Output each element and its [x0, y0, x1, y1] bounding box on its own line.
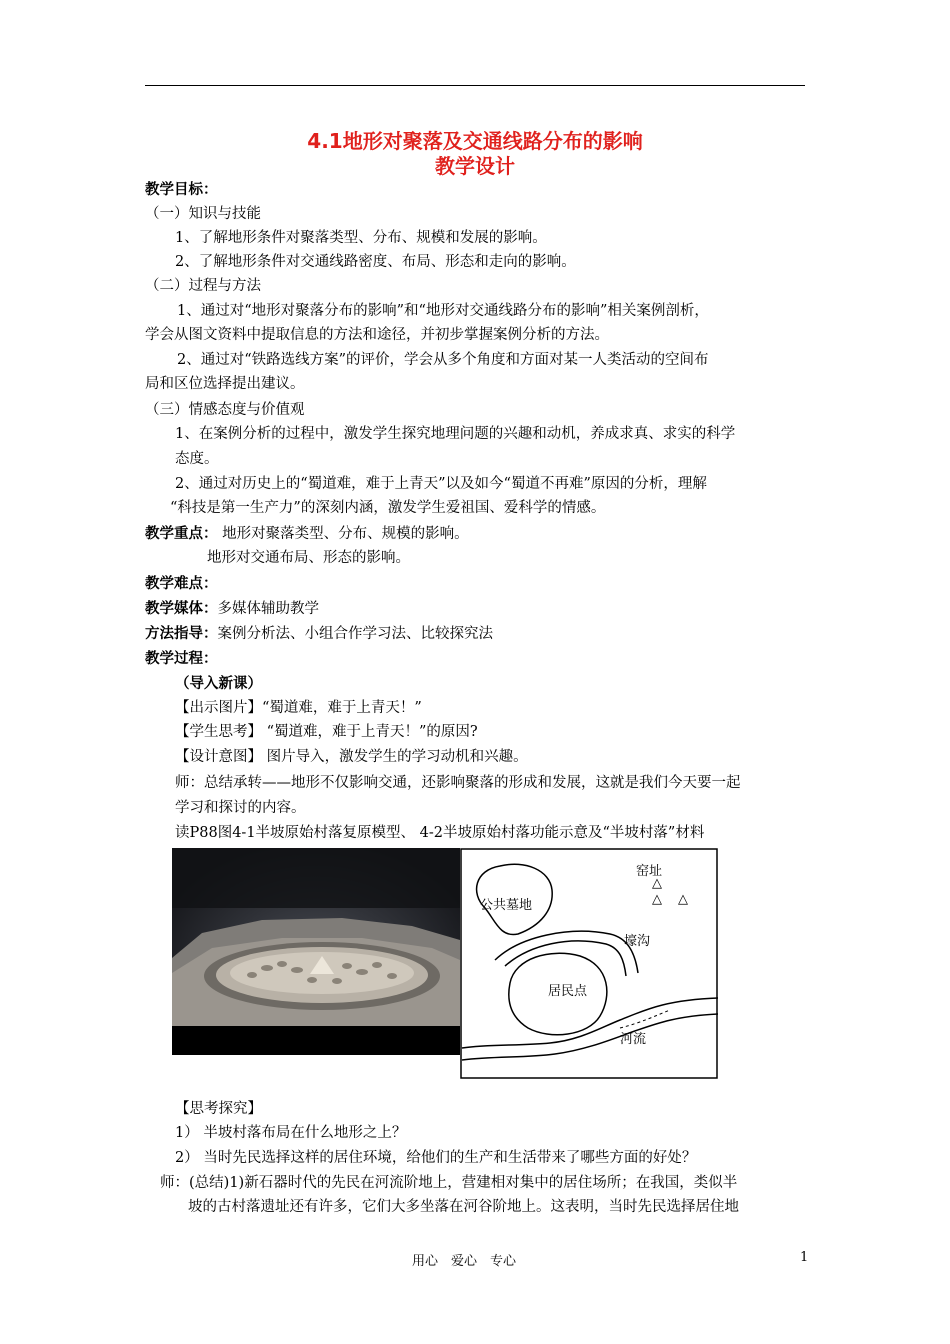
show-picture: 【出示图片】“蜀道难，难于上青天！”: [175, 700, 422, 716]
media-text: 多媒体辅助教学: [217, 601, 319, 617]
kiln-label: 窑址: [636, 864, 663, 879]
kiln-triangle-icon: △: [652, 892, 662, 907]
reading-instruction: 读P88图4-1半坡原始村落复原模型、 4-2半坡原始村落功能示意及“半坡村落”材料: [175, 825, 705, 841]
emotion-item-1-line2: 态度。: [175, 451, 219, 467]
teacher-summary-line1: 师：总结承转——地形不仅影响交通，还影响聚落的形成和发展，这就是我们今天要一起: [175, 775, 741, 791]
design-intent: 【设计意图】 图片导入，激发学生的学习动机和兴趣。: [175, 749, 528, 765]
process-item-1-line2: 学会从图文资料中提取信息的方法和途径，并初步掌握案例分析的方法。: [145, 327, 609, 343]
media: [145, 600, 319, 618]
method-label: 方法指导：: [145, 626, 218, 642]
process-item-2-line2: 局和区位选择提出建议。: [145, 376, 305, 392]
media-label: 教学媒体：: [145, 601, 218, 617]
knowledge-item-2: 2、了解地形条件对交通线路密度、布局、形态和走向的影响。: [175, 254, 576, 270]
key-points-text-2: 地形对交通布局、形态的影响。: [207, 550, 410, 566]
document-title: 4.1地形对聚落及交通线路分布的影响: [307, 129, 643, 153]
banpo-function-diagram: [460, 848, 718, 1079]
intro-heading: （导入新课）: [175, 676, 262, 692]
section-emotion: （三）情感态度与价值观: [145, 402, 305, 418]
key-points-label: 教学重点：: [145, 526, 218, 542]
kiln-triangle-icon: △: [678, 892, 688, 907]
knowledge-item-1: 1、了解地形条件对聚落类型、分布、规模和发展的影响。: [175, 230, 547, 246]
footer-motto: 用心 爱心 专心: [412, 1254, 517, 1269]
cemetery-label: 公共墓地: [480, 898, 533, 913]
emotion-item-2-line2: “科技是第一生产力”的深刻内涵，激发学生爱祖国、爱科学的情感。: [170, 500, 606, 516]
document-subtitle: 教学设计: [435, 154, 515, 178]
question-1: 1） 半坡村落布局在什么地形之上？: [175, 1125, 407, 1141]
teacher-summary-line2: 学习和探讨的内容。: [175, 800, 306, 816]
river-label: 河流: [620, 1032, 647, 1047]
method: [145, 625, 493, 643]
settlement-label: 居民点: [548, 984, 588, 999]
emotion-item-2-line1: 2、通过对历史上的“蜀道难，难于上青天”以及如今“蜀道不再难”原因的分析，理解: [175, 476, 707, 492]
moat-label: 壕沟: [624, 934, 651, 949]
goal-heading: 教学目标：: [145, 182, 218, 198]
process-item-1-line1: 1、通过对“地形对聚落分布的影响”和“地形对交通线路分布的影响”相关案例剖析，: [177, 303, 709, 319]
summary-line1: 师：(总结)1)新石器时代的先民在河流阶地上，营建相对集中的居住场所；在我国，类似半: [160, 1175, 738, 1191]
key-points: [145, 525, 469, 543]
key-points-text: 地形对聚落类型、分布、规模的影响。: [217, 526, 469, 542]
section-process: （二）过程与方法: [145, 278, 261, 294]
difficulty-label: 教学难点：: [145, 576, 218, 592]
summary-line2: 坡的古村落遗址还有许多，它们大多坐落在河谷阶地上。这表明，当时先民选择居住地: [188, 1199, 739, 1215]
page-number: 1: [800, 1250, 809, 1265]
kiln-triangle-icon: △: [652, 876, 662, 891]
explore-heading: 【思考探究】: [175, 1101, 262, 1117]
student-thinking: 【学生思考】 “蜀道难，难于上青天！”的原因?: [175, 724, 478, 740]
method-text: 案例分析法、小组合作学习法、比较探究法: [217, 626, 493, 642]
question-2: 2） 当时先民选择这样的居住环境，给他们的生产和生活带来了哪些方面的好处？: [175, 1150, 697, 1166]
process-item-2-line1: 2、通过对“铁路选线方案”的评价，学会从多个角度和方面对某一人类活动的空间布: [177, 352, 709, 368]
banpo-model-photo: [172, 848, 460, 1055]
process-heading: 教学过程：: [145, 651, 218, 667]
header-rule: [145, 85, 805, 86]
section-knowledge: （一）知识与技能: [145, 206, 261, 222]
emotion-item-1-line1: 1、在案例分析的过程中，激发学生探究地理问题的兴趣和动机，养成求真、求实的科学: [175, 426, 736, 442]
